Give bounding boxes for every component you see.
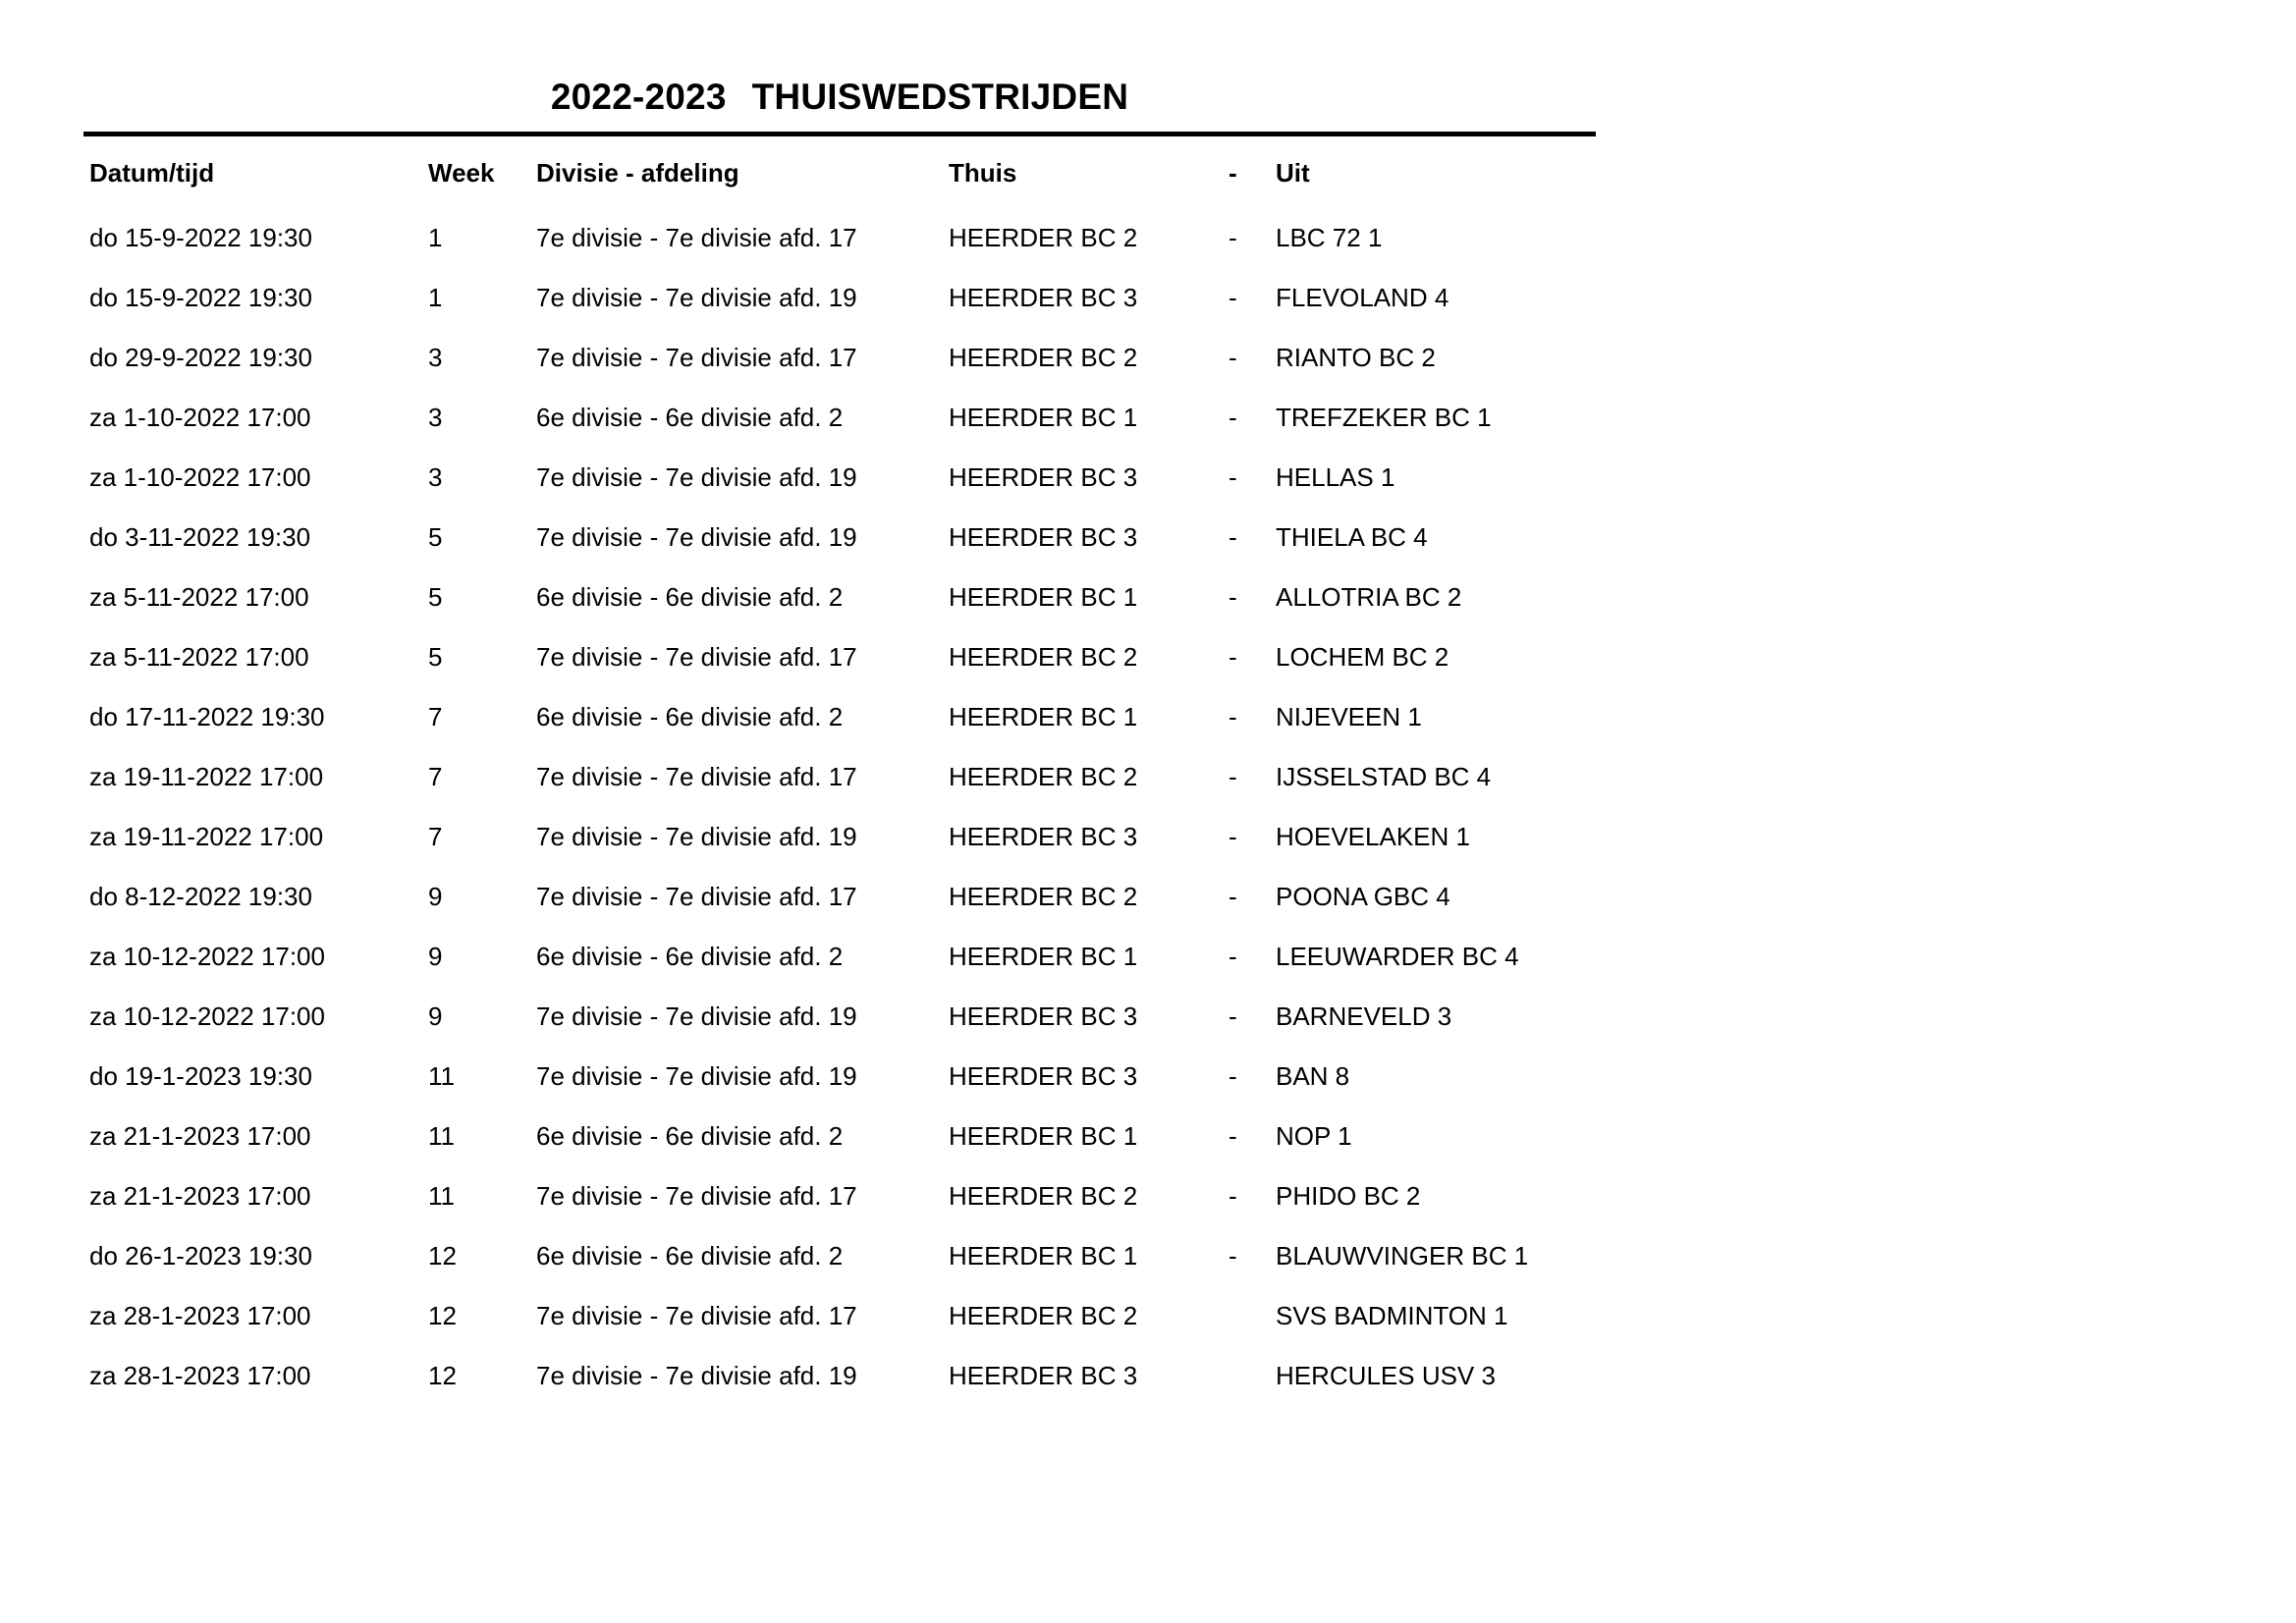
- match-division: 7e divisie - 7e divisie afd. 17: [536, 1181, 857, 1211]
- match-separator: -: [1229, 702, 1237, 731]
- match-week: 1: [428, 223, 443, 252]
- match-away-team: LOCHEM BC 2: [1276, 642, 1449, 672]
- match-away-team: TREFZEKER BC 1: [1276, 403, 1492, 432]
- match-date-time: do 17-11-2022 19:30: [89, 702, 325, 731]
- match-division: 7e divisie - 7e divisie afd. 19: [536, 522, 857, 552]
- match-separator: -: [1229, 1181, 1237, 1211]
- table-row: [83, 687, 1602, 747]
- match-week: 7: [428, 762, 443, 791]
- table-row: [83, 1107, 1602, 1166]
- table-row: [83, 987, 1602, 1047]
- match-date-time: za 19-11-2022 17:00: [89, 822, 324, 851]
- match-home-team: HEERDER BC 2: [949, 882, 1138, 911]
- match-home-team: HEERDER BC 3: [949, 283, 1138, 312]
- column-header-uit: Uit: [1276, 158, 1310, 188]
- match-division: 7e divisie - 7e divisie afd. 17: [536, 1301, 857, 1330]
- match-home-team: HEERDER BC 2: [949, 343, 1138, 372]
- match-separator: -: [1229, 882, 1237, 911]
- match-date-time: do 3-11-2022 19:30: [89, 522, 311, 552]
- column-header-dash: -: [1229, 158, 1237, 188]
- match-division: 7e divisie - 7e divisie afd. 17: [536, 642, 857, 672]
- table-row: [83, 1226, 1602, 1286]
- match-away-team: POONA GBC 4: [1276, 882, 1450, 911]
- match-division: 7e divisie - 7e divisie afd. 17: [536, 882, 857, 911]
- match-separator: -: [1229, 522, 1237, 552]
- table-body: [83, 208, 1602, 1406]
- match-home-team: HEERDER BC 3: [949, 1001, 1138, 1031]
- match-week: 1: [428, 283, 443, 312]
- match-separator: -: [1229, 1121, 1237, 1151]
- table-row: [83, 568, 1602, 627]
- column-header-divisie: Divisie - afdeling: [536, 158, 739, 188]
- match-away-team: NOP 1: [1276, 1121, 1352, 1151]
- table-row: [83, 208, 1602, 268]
- match-away-team: HOEVELAKEN 1: [1276, 822, 1470, 851]
- match-home-team: HEERDER BC 1: [949, 942, 1138, 971]
- match-date-time: za 5-11-2022 17:00: [89, 582, 309, 612]
- match-date-time: do 15-9-2022 19:30: [89, 283, 312, 312]
- match-separator: -: [1229, 1061, 1237, 1091]
- page-title-season: 2022-2023: [550, 77, 727, 117]
- match-division: 7e divisie - 7e divisie afd. 17: [536, 223, 857, 252]
- table-row: [83, 867, 1602, 927]
- table-row: [83, 1346, 1602, 1406]
- match-date-time: za 10-12-2022 17:00: [89, 1001, 325, 1031]
- table-header-row: [83, 136, 1602, 208]
- table-row: [83, 1047, 1602, 1107]
- match-week: 11: [428, 1181, 455, 1211]
- match-week: 11: [428, 1061, 455, 1091]
- match-date-time: za 19-11-2022 17:00: [89, 762, 324, 791]
- match-away-team: THIELA BC 4: [1276, 522, 1428, 552]
- match-week: 9: [428, 942, 443, 971]
- match-home-team: HEERDER BC 1: [949, 1241, 1138, 1271]
- match-separator: -: [1229, 762, 1237, 791]
- table-header: [83, 136, 1602, 208]
- match-home-team: HEERDER BC 3: [949, 1361, 1138, 1390]
- match-division: 7e divisie - 7e divisie afd. 19: [536, 1061, 857, 1091]
- match-division: 6e divisie - 6e divisie afd. 2: [536, 403, 844, 432]
- match-home-team: HEERDER BC 2: [949, 1301, 1138, 1330]
- table-row: [83, 1166, 1602, 1226]
- match-separator: -: [1229, 942, 1237, 971]
- match-date-time: za 5-11-2022 17:00: [89, 642, 309, 672]
- match-date-time: do 26-1-2023 19:30: [89, 1241, 312, 1271]
- match-home-team: HEERDER BC 1: [949, 1121, 1138, 1151]
- column-header-datum: Datum/tijd: [89, 158, 215, 188]
- match-home-team: HEERDER BC 2: [949, 642, 1138, 672]
- match-home-team: HEERDER BC 2: [949, 223, 1138, 252]
- match-date-time: za 21-1-2023 17:00: [89, 1181, 311, 1211]
- match-away-team: LBC 72 1: [1276, 223, 1383, 252]
- page-title-main: THUISWEDSTRIJDEN: [751, 77, 1129, 117]
- match-division: 6e divisie - 6e divisie afd. 2: [536, 1241, 844, 1271]
- match-separator: -: [1229, 1241, 1237, 1271]
- match-division: 7e divisie - 7e divisie afd. 19: [536, 822, 857, 851]
- table-row: [83, 927, 1602, 987]
- column-header-week: Week: [428, 158, 495, 188]
- match-separator: -: [1229, 642, 1237, 672]
- match-away-team: ALLOTRIA BC 2: [1276, 582, 1462, 612]
- match-week: 12: [428, 1301, 457, 1330]
- match-date-time: do 8-12-2022 19:30: [89, 882, 312, 911]
- match-separator: [1229, 1286, 1276, 1346]
- table-row: [83, 747, 1602, 807]
- match-home-team: HEERDER BC 3: [949, 522, 1138, 552]
- match-away-team: NIJEVEEN 1: [1276, 702, 1422, 731]
- table-row: [83, 328, 1602, 388]
- home-matches-table: [83, 136, 1602, 1406]
- match-week: 5: [428, 522, 443, 552]
- match-home-team: HEERDER BC 1: [949, 403, 1138, 432]
- match-date-time: za 21-1-2023 17:00: [89, 1121, 311, 1151]
- match-separator: -: [1229, 462, 1237, 492]
- match-date-time: do 29-9-2022 19:30: [89, 343, 312, 372]
- match-week: 9: [428, 882, 443, 911]
- match-date-time: za 1-10-2022 17:00: [89, 403, 311, 432]
- match-home-team: HEERDER BC 1: [949, 582, 1138, 612]
- match-separator: -: [1229, 283, 1237, 312]
- match-week: 9: [428, 1001, 443, 1031]
- match-date-time: za 1-10-2022 17:00: [89, 462, 311, 492]
- match-separator: -: [1229, 343, 1237, 372]
- match-division: 7e divisie - 7e divisie afd. 17: [536, 762, 857, 791]
- match-home-team: HEERDER BC 3: [949, 1061, 1138, 1091]
- match-away-team: HELLAS 1: [1276, 462, 1395, 492]
- match-separator: -: [1229, 582, 1237, 612]
- match-away-team: BLAUWVINGER BC 1: [1276, 1241, 1529, 1271]
- match-away-team: SVS BADMINTON 1: [1276, 1301, 1508, 1330]
- match-date-time: za 10-12-2022 17:00: [89, 942, 325, 971]
- match-division: 7e divisie - 7e divisie afd. 19: [536, 283, 857, 312]
- match-separator: -: [1229, 1001, 1237, 1031]
- table-row: [83, 448, 1602, 508]
- page-title: [83, 0, 1596, 118]
- match-date-time: do 19-1-2023 19:30: [89, 1061, 312, 1091]
- match-date-time: do 15-9-2022 19:30: [89, 223, 312, 252]
- match-division: 6e divisie - 6e divisie afd. 2: [536, 942, 844, 971]
- table-row: [83, 627, 1602, 687]
- match-week: 12: [428, 1241, 457, 1271]
- match-division: 6e divisie - 6e divisie afd. 2: [536, 702, 844, 731]
- match-week: 3: [428, 403, 443, 432]
- table-row: [83, 268, 1602, 328]
- match-separator: [1229, 1346, 1276, 1406]
- match-week: 11: [428, 1121, 455, 1151]
- match-week: 3: [428, 343, 443, 372]
- match-date-time: za 28-1-2023 17:00: [89, 1301, 311, 1330]
- match-away-team: RIANTO BC 2: [1276, 343, 1436, 372]
- table-row: [83, 388, 1602, 448]
- match-separator: -: [1229, 223, 1237, 252]
- match-away-team: LEEUWARDER BC 4: [1276, 942, 1519, 971]
- match-division: 7e divisie - 7e divisie afd. 19: [536, 1361, 857, 1390]
- match-division: 7e divisie - 7e divisie afd. 19: [536, 1001, 857, 1031]
- match-away-team: IJSSELSTAD BC 4: [1276, 762, 1492, 791]
- table-row: [83, 508, 1602, 568]
- table-row: [83, 807, 1602, 867]
- match-home-team: HEERDER BC 1: [949, 702, 1138, 731]
- table-row: [83, 1286, 1602, 1346]
- match-week: 5: [428, 642, 443, 672]
- match-home-team: HEERDER BC 3: [949, 462, 1138, 492]
- match-separator: -: [1229, 403, 1237, 432]
- match-home-team: HEERDER BC 2: [949, 762, 1138, 791]
- match-date-time: za 28-1-2023 17:00: [89, 1361, 311, 1390]
- match-home-team: HEERDER BC 3: [949, 822, 1138, 851]
- match-division: 7e divisie - 7e divisie afd. 17: [536, 343, 857, 372]
- match-separator: -: [1229, 822, 1237, 851]
- match-division: 6e divisie - 6e divisie afd. 2: [536, 582, 844, 612]
- match-week: 5: [428, 582, 443, 612]
- match-away-team: PHIDO BC 2: [1276, 1181, 1421, 1211]
- match-week: 3: [428, 462, 443, 492]
- match-week: 7: [428, 822, 443, 851]
- match-away-team: HERCULES USV 3: [1276, 1361, 1496, 1390]
- match-division: 7e divisie - 7e divisie afd. 19: [536, 462, 857, 492]
- match-week: 12: [428, 1361, 457, 1390]
- column-header-thuis: Thuis: [949, 158, 1017, 188]
- match-division: 6e divisie - 6e divisie afd. 2: [536, 1121, 844, 1151]
- match-away-team: BARNEVELD 3: [1276, 1001, 1452, 1031]
- match-week: 7: [428, 702, 443, 731]
- match-away-team: FLEVOLAND 4: [1276, 283, 1449, 312]
- match-home-team: HEERDER BC 2: [949, 1181, 1138, 1211]
- match-away-team: BAN 8: [1276, 1061, 1350, 1091]
